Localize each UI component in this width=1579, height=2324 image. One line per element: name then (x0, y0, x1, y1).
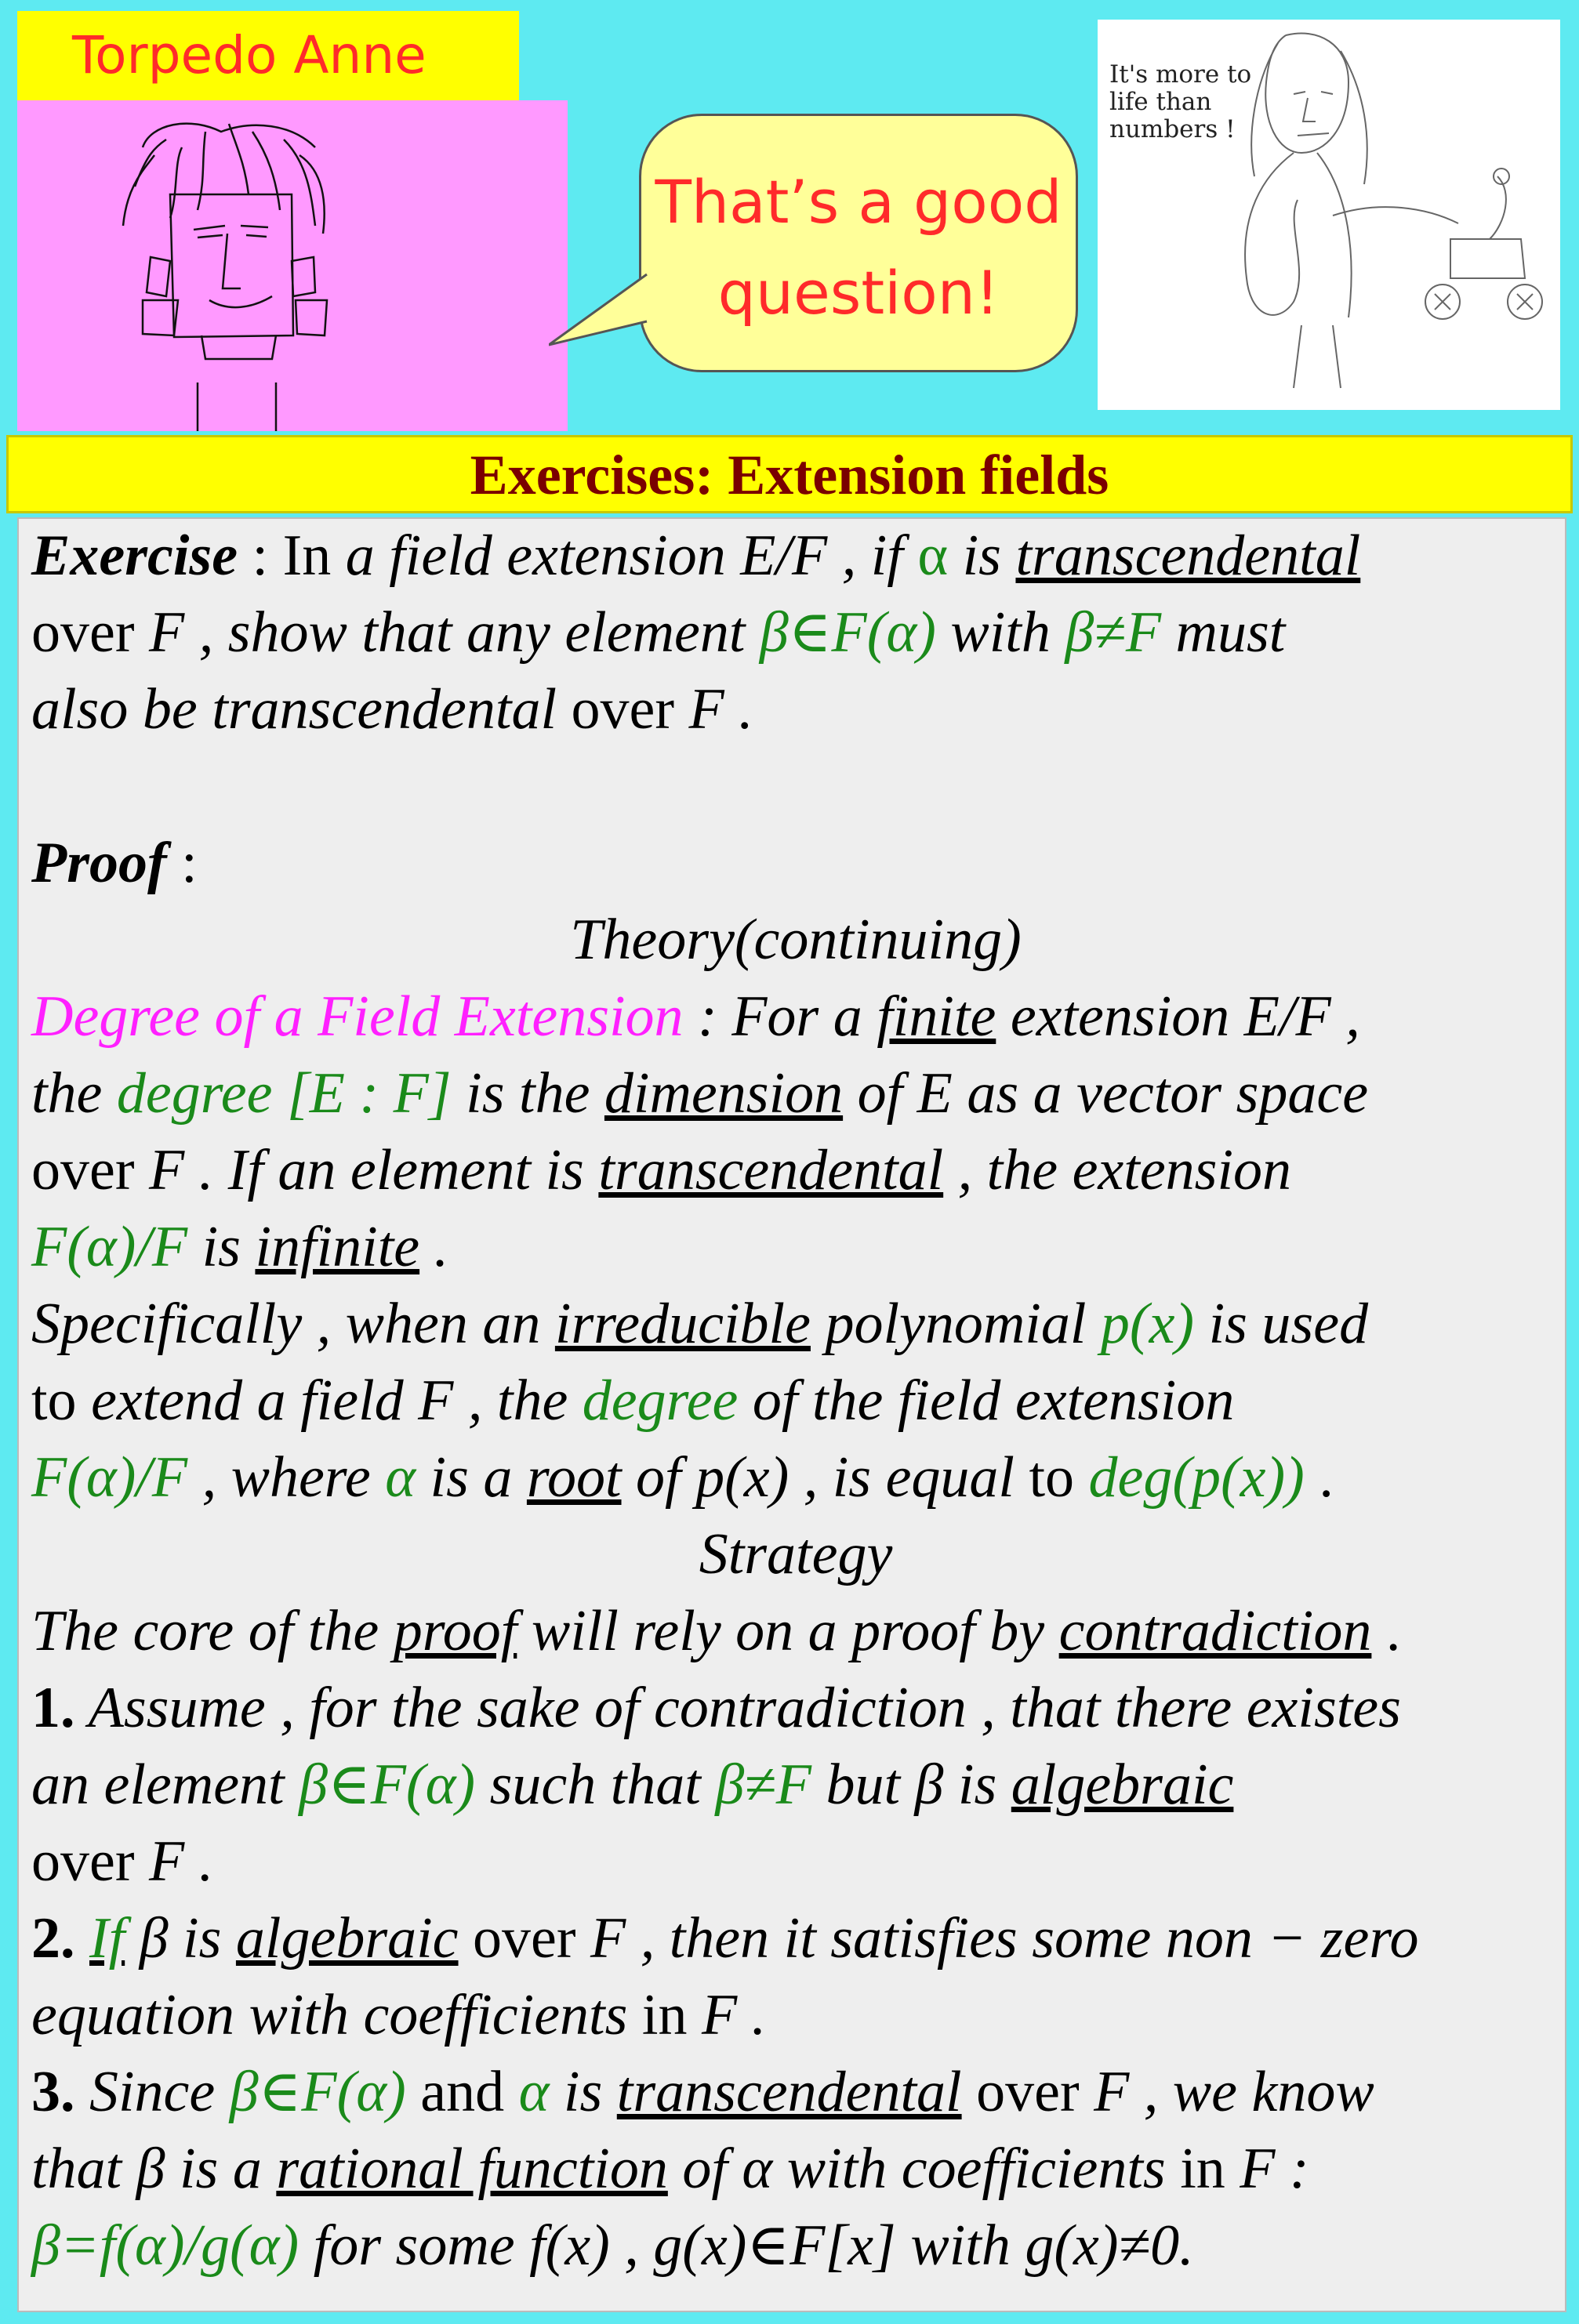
step-2-line-1: 2. If β is algebraic over F , then it satisfies some non − zero (31, 1906, 1419, 1971)
author-avatar-panel (17, 100, 568, 431)
step-1-number: 1. (31, 1676, 75, 1740)
degree-line-1: Degree of a Field Extension : For a finite extension E/F , (31, 984, 1360, 1049)
page-title: Exercises: Extension fields (6, 435, 1573, 513)
proof-label: Proof (31, 831, 167, 895)
exercise-label: Exercise (31, 524, 238, 588)
degree-line-4: F(α)/F is infinite . (31, 1215, 449, 1279)
author-avatar-drawing (17, 100, 568, 431)
author-name-tag: Torpedo Anne (17, 11, 519, 100)
specific-line-1: Specifically , when an irreducible polynomial p(x) is used (31, 1292, 1369, 1356)
step-1-line-3: over F . (31, 1829, 214, 1894)
exercise-line-3: also be transcendental over F . (31, 677, 753, 741)
step-2-number: 2. (31, 1906, 75, 1971)
step-3-line-3: β=f(α)/g(α) for some f(x) , g(x)∈F[x] with g(x)≠0. (31, 2213, 1194, 2278)
strategy-intro: The core of the proof will rely on a proof by contradiction . (31, 1599, 1401, 1663)
step-1-line-1: 1. Assume , for the sake of contradiction , that there existes (31, 1676, 1401, 1740)
specific-line-2: to extend a field F , the degree of the field extension (31, 1369, 1235, 1433)
step-3-line-2: that β is a rational function of α with coefficients in F : (31, 2137, 1309, 2201)
degree-line-3: over F . If an element is transcendental , the extension (31, 1138, 1292, 1202)
speech-bubble-tail (549, 235, 651, 353)
proof-label-line: Proof : (31, 831, 198, 895)
step-2-line-2: equation with coefficients in F . (31, 1983, 767, 2047)
strategy-heading: Strategy (699, 1522, 893, 1586)
step-3-line-1: 3. Since β∈F(α) and α is transcendental over F , we know (31, 2060, 1374, 2124)
theory-heading: Theory(continuing) (570, 908, 1022, 972)
degree-line-2: the degree [E : F] is the dimension of E as a vector space (31, 1061, 1369, 1126)
exercise-line-2: over F , show that any element β∈F(α) with β≠F must (31, 600, 1286, 665)
specific-line-3: F(α)/F , where α is a root of p(x) , is equal to deg(p(x)) . (31, 1445, 1334, 1510)
speech-bubble-text: That’s a good question! (655, 167, 1062, 328)
sketch-note-text: It's more to life than numbers ! (1109, 60, 1252, 143)
exercise-line-1: Exercise : In a field extension E/F , if α is transcendental (31, 524, 1361, 588)
step-1-line-2: an element β∈F(α) such that β≠F but β is algebraic (31, 1753, 1234, 1817)
step-3-number: 3. (31, 2060, 75, 2124)
